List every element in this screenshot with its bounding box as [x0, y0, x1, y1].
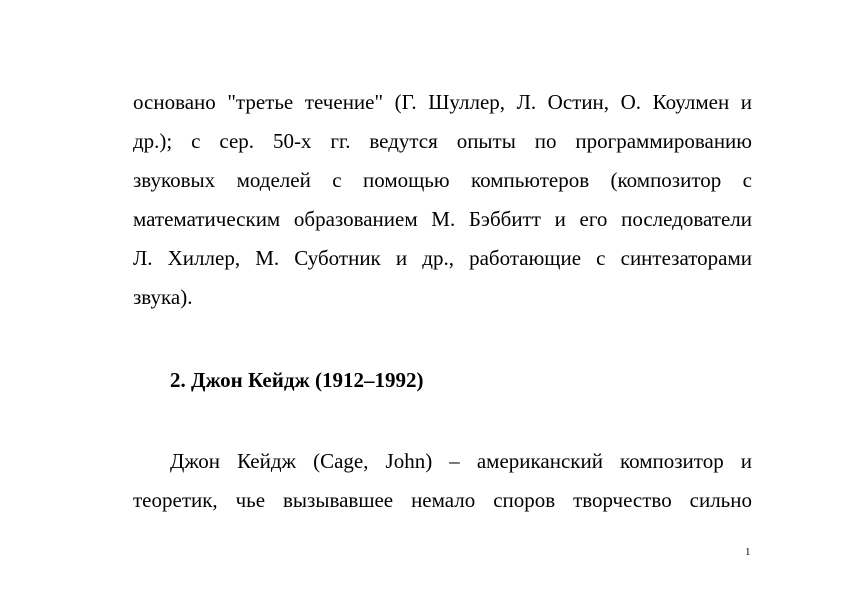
paragraph-line: Л. Хиллер, М. Суботник и др., работающие с синтезаторами	[133, 246, 752, 270]
paragraph-line: Джон Кейдж (Cage, John) – американский композитор и	[170, 449, 752, 473]
paragraph-line: звука).	[133, 285, 193, 309]
paragraph-line: математическим образованием М. Бэббитт и его последователи	[133, 207, 752, 231]
paragraph-line: основано "третье течение" (Г. Шуллер, Л. Остин, О. Коулмен и	[133, 90, 752, 114]
section-heading: 2. Джон Кейдж (1912–1992)	[170, 368, 424, 392]
paragraph-line: теоретик, чье вызывавшее немало споров творчество сильно	[133, 488, 752, 512]
paragraph-line: звуковых моделей с помощью компьютеров (композитор с	[133, 168, 752, 192]
paragraph-line: др.); с сер. 50-х гг. ведутся опыты по программированию	[133, 129, 752, 153]
page-number: 1	[745, 546, 751, 558]
